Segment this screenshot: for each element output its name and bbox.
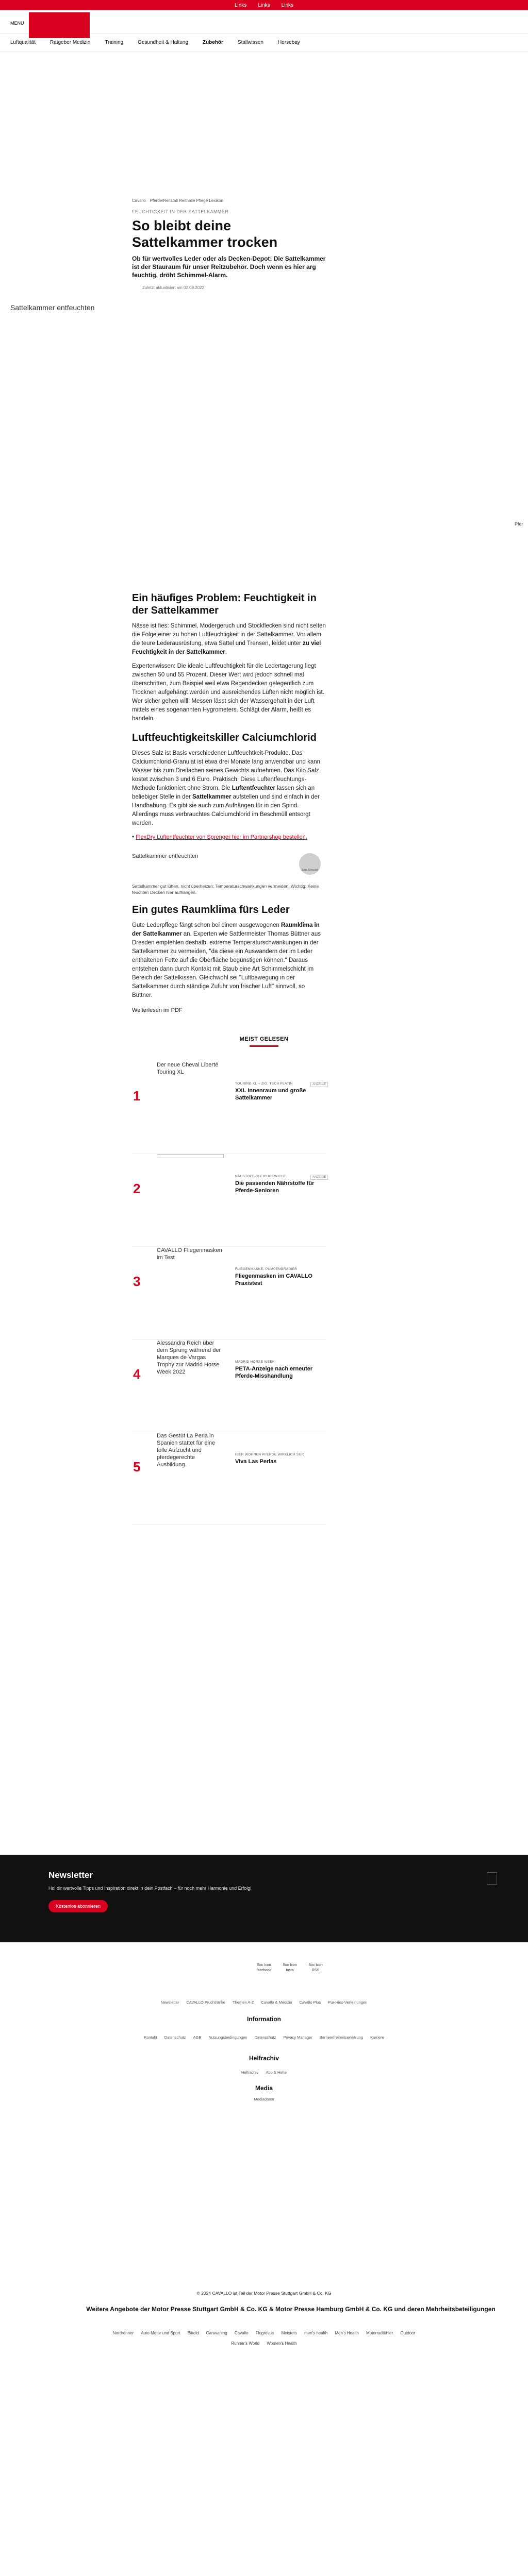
brand-links-row	[10, 2341, 518, 2346]
brand-links-row	[10, 2331, 518, 2335]
footer-links-main	[0, 2000, 528, 2005]
footer-link[interactable]: Newsletter	[160, 2000, 179, 2005]
nav-item-gesundheit[interactable]: Gesundheit & Haltung	[138, 40, 188, 45]
article-updated: Zuletzt aktualisiert am 02.09.2022	[142, 285, 205, 290]
copyright: © 2024 CAVALLO ist Teil der Motor Presse Stuttgart GmbH & Co. KG	[196, 2291, 332, 2296]
footer-heading-helfrachiv: Helfrachiv	[249, 2055, 279, 2062]
article-kicker: FEUCHTIGKEIT IN DER SATTELKAMMER	[132, 209, 228, 214]
brand-link[interactable]: Nordrenner	[112, 2331, 134, 2335]
rank-number: 3	[133, 1274, 141, 1289]
section-heading: Luftfeuchtigkeitskiller Calciumchlorid	[132, 732, 317, 743]
item-thumbnail: Der neue Cheval Liberté Touring XL	[157, 1062, 219, 1075]
item-meta: HIER WOHNEN PFERDE WIRKLICH SUR	[235, 1453, 304, 1456]
image-caption: Sattelkammer gut lüften, nicht überheizen: Temperaturschwankungen vermeiden. Wichtig: Keine feuchten Decken hier aufhängen.	[132, 884, 319, 895]
paragraph: Dieses Salz ist Basis verschiedener Luftfeuchtkeit-Produkte. Das Calciumchlorid-Granulat ist etwa drei Monate lang anwendbar und kann Wasser bis zum Dreifachen seines Gewichts aufnehmen. Das Kilo Salz kostet zwischen 3 und 6 Euro. Praktisch: Diese Luftentfeuchtungs-Methode funktioniert ohne Strom. Die Luftentfeuchter lassen sich an beliebiger Stelle in der Sattelkammer aufstellen und sind einfach in der Handhabung. Es gibt sie auch zum Aufhängen für in den Spind. Allerdings muss verbrauchtes Calciumchlorid im Beschmüll entsorgt werden.	[132, 750, 321, 826]
footer-links-information	[0, 2035, 528, 2040]
nav-item-training[interactable]: Training	[105, 40, 124, 45]
ad-slot-top	[0, 52, 528, 196]
item-thumbnail	[157, 1154, 224, 1158]
footer-links-media	[0, 2097, 528, 2102]
section-heading: Ein häufiges Problem: Feuchtigkeit in der Sattelkammer	[132, 592, 317, 616]
partnershop-link[interactable]: FlexDry Luftentfeuchter von Sprenger hier im Partnershop bestellen.	[136, 834, 307, 840]
newsletter-banner	[0, 1855, 528, 1942]
brand-link[interactable]: Women's Health	[267, 2341, 297, 2346]
hero-side-label: Pfer	[515, 521, 523, 527]
other-offers-heading: Weitere Angebote der Motor Presse Stuttgart GmbH & Co. KG & Motor Presse Hamburg GmbH & Co. KG und deren Mehrheitsbeteiligungen	[86, 2306, 496, 2313]
footer-heading-information: Information	[247, 2015, 281, 2023]
item-meta: FLIEGENMASKE- PUMPENGRADIER	[235, 1267, 298, 1271]
read-pdf-link[interactable]: Weiterlesen im PDF	[132, 1007, 183, 1013]
brand-link[interactable]: Outdoor	[400, 2331, 416, 2335]
brand-link[interactable]: Cavallo	[234, 2331, 249, 2335]
inline-image	[132, 853, 326, 881]
footer-link[interactable]: Datenschutz	[164, 2035, 186, 2040]
paragraph: Nässe ist fies: Schimmel, Modergeruch und Stockflecken sind nicht selten die Folge einer zu hohen Luftfeuchtigkeit in der Sattelkammer. Vor allem die teure Lederausrüstung, etwa Sattel und Trensen, leidet unter zu viel Feuchtigkeit in der Sattelkammer.	[132, 623, 326, 655]
item-title: XXL Innenraum und große Sattelkammer	[235, 1088, 306, 1101]
most-read-item[interactable]	[132, 1247, 326, 1340]
newsletter-subscribe-button[interactable]: Kostenlos abonnieren	[48, 1900, 108, 1912]
item-title: Die passenden Nährstoffe für Pferde-Senioren	[235, 1180, 315, 1194]
section-heading: Ein gutes Raumklima fürs Leder	[132, 904, 290, 916]
footer-link[interactable]: AGB	[193, 2035, 202, 2040]
breadcrumb	[132, 198, 326, 203]
site-logo[interactable]	[29, 12, 90, 38]
item-title: Fliegenmasken im CAVALLO Praxistest	[235, 1273, 312, 1286]
topbar-link-2[interactable]: Links	[258, 2, 270, 8]
article-body	[132, 592, 326, 1013]
footer-link[interactable]: Mediadaten	[254, 2097, 274, 2102]
footer-link[interactable]: Abo & Hefte	[266, 2070, 287, 2075]
most-read-title: MEIST GELESEN	[236, 1036, 292, 1042]
footer-link[interactable]: Cavallo Plus	[299, 2000, 321, 2005]
brand-link[interactable]: Motorradtühler	[366, 2331, 393, 2335]
brand-link[interactable]: Caravaning	[206, 2331, 227, 2335]
brand-link[interactable]: Meisters	[281, 2331, 297, 2335]
most-read-item[interactable]	[132, 1432, 326, 1525]
item-title: Viva Las Perlas	[235, 1459, 277, 1465]
footer-link[interactable]: Helfrachiv	[241, 2070, 259, 2075]
nav-item-stallwissen[interactable]: Stallwissen	[237, 40, 263, 45]
brand-link[interactable]: Bikeld	[187, 2331, 199, 2335]
nav-item-ratgeber-medizin[interactable]: Ratgeber Medizin	[50, 40, 91, 45]
item-meta: MADRID HORSE WEEK	[235, 1360, 275, 1364]
top-bar	[0, 0, 528, 10]
footer-link[interactable]: Privacy Manager	[283, 2035, 312, 2040]
article-header	[132, 198, 326, 290]
brand-link[interactable]: men's health	[304, 2331, 328, 2335]
newsletter-title: Newsletter	[48, 1870, 93, 1880]
topbar-link-1[interactable]: Links	[234, 2, 247, 8]
most-read-item[interactable]	[132, 1061, 326, 1154]
footer-link[interactable]: Barrierefreiheitserklärung	[319, 2035, 363, 2040]
article-lead: Ob für wertvolles Leder oder als Decken-Depot: Die Sattelkammer ist der Stauraum für unser Reitzubehör. Doch wenn es hier arg feuchtig, dröht Schimmel-Alarm.	[132, 255, 326, 279]
footer-link[interactable]: CAVALLO Fruchtränke	[186, 2000, 225, 2005]
article-title: So bleibt deine Sattelkammer trocken	[132, 218, 278, 250]
rank-number: 2	[133, 1181, 141, 1196]
item-meta: TOURING XL + ZIG. TECH PLATIN	[235, 1082, 293, 1086]
most-read-underline	[250, 1045, 278, 1047]
item-meta: NÄHSTOFF-GLEICHGEWICHT	[235, 1175, 286, 1178]
brand-link[interactable]: Men's Health	[335, 2331, 359, 2335]
ad-tag: ANZEIGE	[310, 1175, 328, 1180]
site-header	[0, 10, 528, 33]
paragraph: Expertenwissen: Die ideale Luftfeuchtigkeit für die Ledertagerung liegt zwischen 50 und 55 Prozent. Dieser Wert wird jedoch schnell mal überschritten, zum Beispiel weil etwa Regendecken gelegentlich zum Trocknen aufgehängt werden und ausreichendes Lüften nicht möglich ist. Wer sicher gehen will: Messen lässt sich der Wassergehalt in der Luft mittels eines sogenannten Hygrometers. Schlägt der Alarm, heißt es handeln.	[132, 663, 324, 722]
footer-links-helfrachiv	[0, 2070, 528, 2075]
footer-link[interactable]: Nutzungsbedingungen	[208, 2035, 248, 2040]
breadcrumb-item-category[interactable]: Pferde/Reitstall Reithalle Pflege Lexikon	[150, 198, 223, 203]
footer-link[interactable]: Karriere	[370, 2035, 384, 2040]
breadcrumb-item-home[interactable]: Cavallo	[132, 198, 146, 203]
partnershop-link-paragraph: • FlexDry Luftentfeuchter von Sprenger hier im Partnershop bestellen.	[132, 834, 307, 840]
social-icons	[256, 1963, 324, 1973]
most-read-item[interactable]	[132, 1340, 326, 1432]
footer-link[interactable]: Kontakt	[144, 2035, 157, 2040]
nav-item-horsebay[interactable]: Horsebay	[277, 40, 300, 45]
brand-link[interactable]: Flugrevue	[255, 2331, 274, 2335]
menu-button[interactable]: MENU	[10, 21, 24, 26]
inline-image-alt: Sattelkammer entfeuchten	[132, 853, 199, 859]
footer-link[interactable]: Themen A-Z	[233, 2000, 254, 2005]
item-thumbnail: Das Gestüt La Perla in Spanien stattet für eine tolle Aufzucht und pferdegerechte Ausbildung.	[157, 1433, 216, 1468]
rss-icon[interactable]: Soc Icon RSS	[308, 1963, 323, 1972]
paragraph: Gute Lederpflege fängt schon bei einem ausgewogenen Raumklima in der Sattelkammer an. Experten wie Sattlermeister Thomas Büttner aus Dresden empfehlen deshalb, extreme Temperaturschwankungen in der Sattelkammer zu vermeiden, "da diese ein Auswandern der im Leder enthaltenen Fette auf die Oberfläche begünstigen können." Daraus entstehen dann durch Kontakt mit Staub eine Art Schimmelschicht im Bereich der Sattelkissen. Gleichwohl sei "Luftbewegung in der Sattelkammer durch ständige Zufuhr von frischer Luft" sinnvoll, so Büttner.	[132, 922, 321, 998]
instagram-icon[interactable]: Soc Icon Insta	[283, 1963, 297, 1972]
hero-image	[10, 303, 528, 592]
item-thumbnail: Alessandra Reich über dem Sprung während der Marques de Vargas Trophy zur Madrid Horse Week 2022	[157, 1340, 221, 1375]
rank-number: 5	[133, 1459, 141, 1475]
newsletter-image	[487, 1872, 497, 1885]
most-read-item[interactable]	[132, 1154, 326, 1247]
image-credit-badge: Sasa Schaube	[299, 853, 321, 875]
rank-number: 1	[133, 1088, 141, 1104]
newsletter-text: Hol dir wertvolle Tipps und Inspiration direkt in dein Postfach – für noch mehr Harmonie und Erfolg!	[48, 1886, 252, 1891]
item-thumbnail: CAVALLO Fliegenmasken im Test	[157, 1247, 222, 1261]
most-read-list	[132, 1061, 326, 1525]
topbar-link-3[interactable]: Links	[281, 2, 294, 8]
ad-tag: ANZEIGE	[310, 1082, 328, 1087]
facebook-icon[interactable]: Soc Icon facebook	[256, 1963, 272, 1972]
footer-link[interactable]: Datenschutz	[254, 2035, 276, 2040]
footer-heading-media: Media	[255, 2084, 273, 2092]
rank-number: 4	[133, 1366, 141, 1382]
nav-item-zubehoer[interactable]: Zubehör	[202, 40, 223, 45]
footer-link[interactable]: Cavallo & Medizin	[261, 2000, 292, 2005]
most-read-header	[0, 1034, 528, 1047]
brand-link[interactable]: Runner's World	[231, 2341, 260, 2346]
nav-item-luftqualitaet[interactable]: Luftqualität	[10, 40, 36, 45]
item-title: PETA-Anzeige nach erneuter Pferde-Misshandlung	[235, 1366, 313, 1379]
brand-link[interactable]: Auto Motor und Sport	[141, 2331, 180, 2335]
footer-link[interactable]: Pur-Hies-Verfeinungen	[328, 2000, 368, 2005]
hero-image-alt: Sattelkammer entfeuchten	[10, 303, 95, 312]
